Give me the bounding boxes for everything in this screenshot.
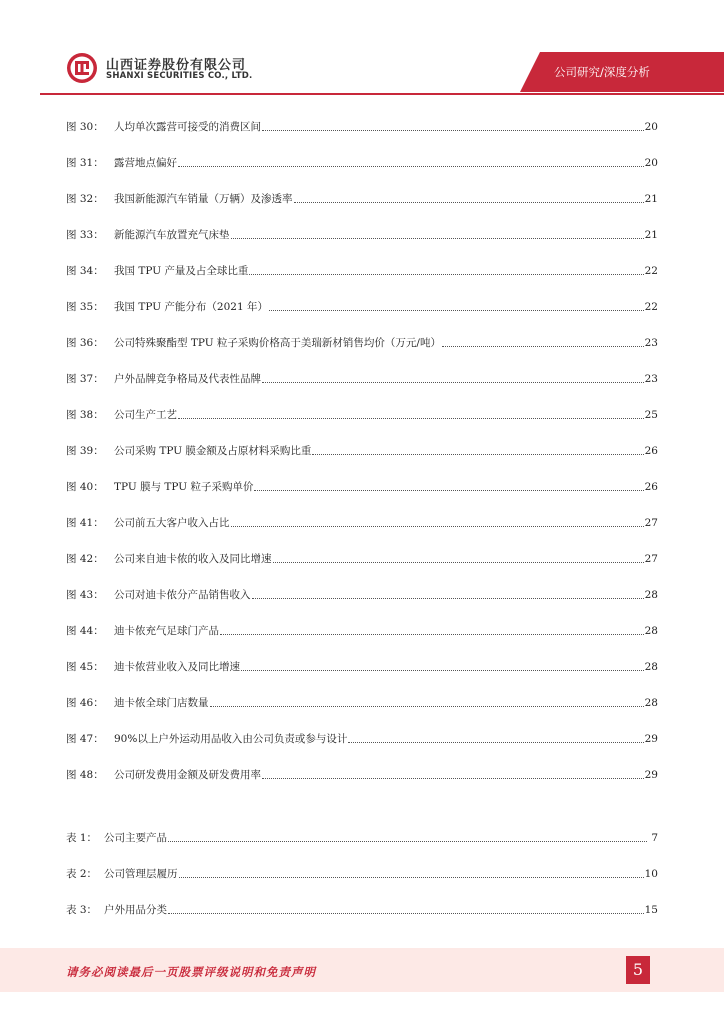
toc-label: 表 2： <box>66 868 98 880</box>
toc-title: 90%以上户外运动用品收入由公司负责或参与设计 <box>114 733 348 745</box>
toc-leader <box>312 454 643 455</box>
toc-title: 公司主要产品 <box>104 832 167 844</box>
toc-title: 公司管理层履历 <box>104 868 178 880</box>
toc-leader <box>262 130 644 131</box>
toc-leader <box>262 382 644 383</box>
toc-entry[interactable] <box>66 586 658 602</box>
toc-title: 我国 TPU 产量及占全球比重 <box>114 265 249 277</box>
toc-title: 露营地点偏好 <box>114 157 177 169</box>
toc-label: 图 43： <box>66 589 104 601</box>
toc-label: 图 32： <box>66 193 104 205</box>
toc-title: 我国 TPU 产能分布（2021 年） <box>114 301 268 313</box>
toc-page: 15 <box>644 904 658 916</box>
page-header <box>0 0 724 100</box>
toc-label: 图 39： <box>66 445 104 457</box>
toc-leader <box>262 778 644 779</box>
toc-label: 图 47： <box>66 733 104 745</box>
header-divider <box>40 93 724 95</box>
toc-entry[interactable] <box>66 370 658 386</box>
toc-entry[interactable] <box>66 730 658 746</box>
toc-title: 迪卡侬营业收入及同比增速 <box>114 661 240 673</box>
toc-leader <box>273 562 644 563</box>
toc-title: 公司研发费用金额及研发费用率 <box>114 769 261 781</box>
toc-entry[interactable] <box>66 334 658 350</box>
toc-label: 图 38： <box>66 409 104 421</box>
toc-page: 29 <box>644 733 658 745</box>
toc-page: 28 <box>644 589 658 601</box>
company-name-cn: 山西证券股份有限公司 <box>106 58 247 73</box>
toc-label: 图 46： <box>66 697 104 709</box>
toc-page: 10 <box>644 868 658 880</box>
toc-entry[interactable] <box>66 406 658 422</box>
report-type-label: 公司研究/深度分析 <box>554 65 650 79</box>
toc-title: 户外品牌竞争格局及代表性品牌 <box>114 373 261 385</box>
toc-leader <box>178 166 644 167</box>
toc-page: 26 <box>644 445 658 457</box>
toc-label: 图 41： <box>66 517 104 529</box>
toc-page: 28 <box>644 661 658 673</box>
toc-entry[interactable] <box>66 190 658 206</box>
toc-page: 25 <box>644 409 658 421</box>
toc-title: 我国新能源汽车销量（万辆）及渗透率 <box>114 193 293 205</box>
toc-entry[interactable] <box>66 550 658 566</box>
toc-entry[interactable] <box>66 262 658 278</box>
toc-page: 23 <box>644 373 658 385</box>
toc-title: TPU 膜与 TPU 粒子采购单价 <box>114 481 254 493</box>
toc-leader <box>294 202 644 203</box>
toc-page: 21 <box>644 193 658 205</box>
toc-title: 迪卡侬充气足球门产品 <box>114 625 219 637</box>
toc-entry[interactable] <box>66 298 658 314</box>
toc-title: 新能源汽车放置充气床垫 <box>114 229 230 241</box>
toc-title: 户外用品分类 <box>104 904 167 916</box>
toc-leader <box>168 841 647 842</box>
toc-leader <box>249 274 643 275</box>
toc-entry[interactable] <box>66 766 658 782</box>
toc-label: 图 31： <box>66 157 104 169</box>
toc-title: 公司特殊聚酯型 TPU 粒子采购价格高于美瑞新材销售均价（万元/吨） <box>114 337 441 349</box>
toc-label: 图 40： <box>66 481 104 493</box>
toc-page: 20 <box>644 121 658 133</box>
toc-page: 22 <box>644 301 658 313</box>
toc-label: 图 30： <box>66 121 104 133</box>
toc-leader <box>231 238 644 239</box>
toc-leader <box>168 913 644 914</box>
toc-entry[interactable] <box>66 226 658 242</box>
toc-page: 26 <box>644 481 658 493</box>
toc-page: 27 <box>644 517 658 529</box>
toc-title: 公司采购 TPU 膜金额及占原材料采购比重 <box>114 445 312 457</box>
toc-title: 人均单次露营可接受的消费区间 <box>114 121 261 133</box>
toc-page: 28 <box>644 625 658 637</box>
toc-entry[interactable] <box>66 901 658 917</box>
toc-leader <box>269 310 644 311</box>
toc-entry[interactable] <box>66 622 658 638</box>
shanxi-securities-logo-icon <box>66 52 98 84</box>
toc-entry[interactable] <box>66 865 658 881</box>
toc-title: 公司来自迪卡侬的收入及同比增速 <box>114 553 272 565</box>
toc-label: 图 48： <box>66 769 104 781</box>
toc-title: 公司对迪卡侬分产品销售收入 <box>114 589 251 601</box>
toc-leader <box>231 526 644 527</box>
toc-page: 27 <box>644 553 658 565</box>
toc-page: 29 <box>644 769 658 781</box>
toc-label: 表 3： <box>66 904 98 916</box>
toc-entry[interactable] <box>66 442 658 458</box>
page-footer <box>0 948 724 992</box>
toc-leader <box>348 742 643 743</box>
toc-page: 23 <box>644 337 658 349</box>
toc-leader <box>442 346 644 347</box>
disclaimer-notice: 请务必阅读最后一页股票评级说明和免责声明 <box>66 965 316 979</box>
toc-leader <box>178 418 644 419</box>
toc-label: 图 34： <box>66 265 104 277</box>
toc-title: 公司生产工艺 <box>114 409 177 421</box>
toc-entry[interactable] <box>66 829 658 845</box>
toc-leader <box>241 670 644 671</box>
toc-leader <box>179 877 644 878</box>
toc-page: 21 <box>644 229 658 241</box>
toc-label: 表 1： <box>66 832 98 844</box>
page-number: 5 <box>626 956 650 984</box>
toc-label: 图 36： <box>66 337 104 349</box>
toc-label: 图 37： <box>66 373 104 385</box>
toc-entry[interactable] <box>66 118 658 134</box>
toc-page: 20 <box>644 157 658 169</box>
toc-entry[interactable] <box>66 154 658 170</box>
toc-leader <box>220 634 644 635</box>
company-name-en: SHANXI SECURITIES CO., LTD. <box>106 71 253 81</box>
toc-page: 28 <box>644 697 658 709</box>
toc-entry[interactable] <box>66 658 658 674</box>
toc-label: 图 42： <box>66 553 104 565</box>
toc-entry[interactable] <box>66 694 658 710</box>
toc-title: 迪卡侬全球门店数量 <box>114 697 209 709</box>
toc-leader <box>254 490 643 491</box>
toc-leader <box>210 706 644 707</box>
toc-page: 22 <box>644 265 658 277</box>
toc-title: 公司前五大客户收入占比 <box>114 517 230 529</box>
toc-entry[interactable] <box>66 478 658 494</box>
toc-page: 7 <box>651 832 658 844</box>
toc-leader <box>252 598 644 599</box>
toc-entry[interactable] <box>66 514 658 530</box>
toc-label: 图 45： <box>66 661 104 673</box>
toc-label: 图 44： <box>66 625 104 637</box>
toc-label: 图 33： <box>66 229 104 241</box>
toc-label: 图 35： <box>66 301 104 313</box>
